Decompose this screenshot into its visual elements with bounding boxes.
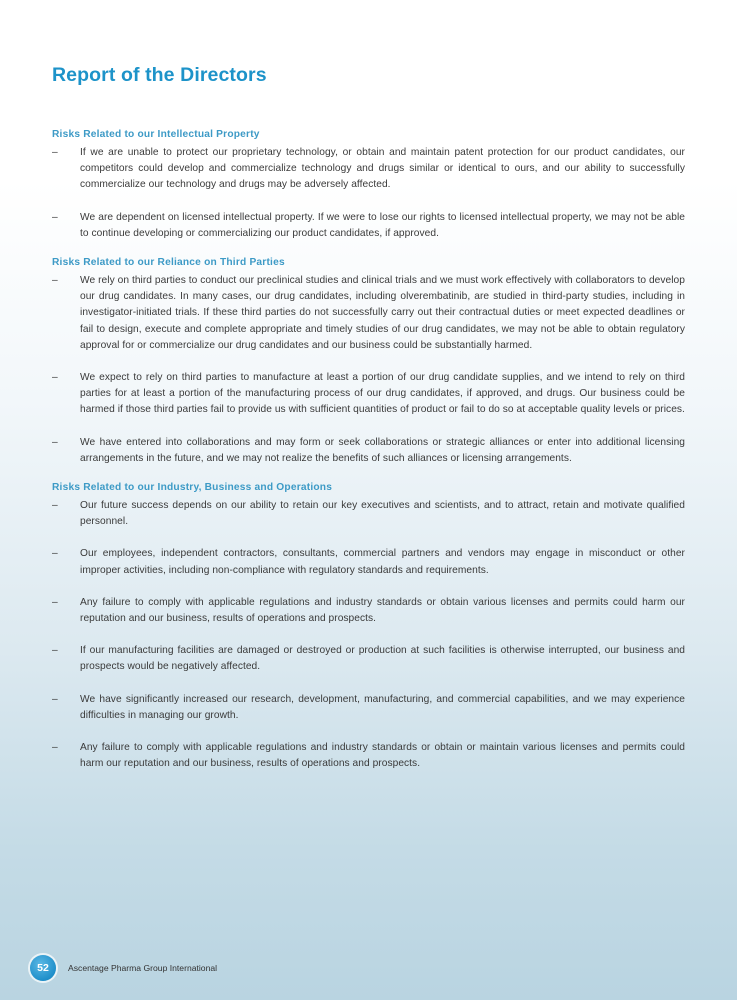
bullet-dash: –: [52, 436, 58, 448]
bullet-dash: –: [52, 645, 58, 657]
list-item-text: We rely on third parties to conduct our preclinical studies and clinical trials and we must work effectively with collaborators to develop our drug candidates. In many cases, our drug candidates, including olverembatinib, are studied in third-party studies, including in investigator-initiated trials. If these third parties do not successfully carry out their contractual duties or meet expected deadlines or fail to design, execute and complete appropriate and timely studies of our drug candidates, we may not be able to obtain regulatory approval for or commercialize our drug candidates and our business could be substantially harmed.: [80, 275, 685, 351]
list-item: [52, 435, 685, 467]
page-footer: [30, 955, 217, 981]
section-heading: Risks Related to our Industry, Business and Operations: [52, 482, 333, 494]
bullet-dash: –: [52, 548, 58, 560]
list-item: [52, 546, 685, 578]
page-number-badge: 52: [30, 955, 56, 981]
list-item-text: We have significantly increased our research, development, manufacturing, and commercial capabilities, and we may experience difficulties in managing our growth.: [80, 693, 685, 721]
bullet-dash: –: [52, 500, 58, 512]
list-item-text: Our future success depends on our ability to retain our key executives and scientists, and to attract, retain and motivate qualified personnel.: [80, 500, 685, 528]
list-item-text: Any failure to comply with applicable regulations and industry standards or obtain or maintain various licenses and permits could harm our reputation and our business, results of operations and prospects.: [80, 742, 685, 770]
list-item: [52, 740, 685, 772]
list-item: [52, 210, 685, 242]
list-item-text: We expect to rely on third parties to manufacture at least a portion of our drug candidate supplies, and we intend to rely on third parties for at least a portion of the manufacturing process of our drug candidates, if approved, and drugs. Our business could be harmed if those third parties fail to provide us with sufficient quantities of product or fail to do so at acceptable quality levels or prices.: [80, 372, 685, 416]
list-item: [52, 145, 685, 194]
bullet-dash: –: [52, 372, 58, 384]
list-item-text: We have entered into collaborations and may form or seek collaborations or strategic alliances or enter into additional licensing arrangements in the future, and we may not realize the benefits of such alliances or licensing arrangements.: [80, 436, 685, 464]
list-item-text: We are dependent on licensed intellectual property. If we were to lose our rights to licensed intellectual property, we may not be able to continue developing or commercializing our product candidates, if approved.: [80, 211, 685, 239]
company-name: Ascentage Pharma Group International: [68, 963, 218, 973]
document-body: [52, 128, 685, 772]
list-item-text: If we are unable to protect our proprietary technology, or obtain and maintain patent protection for our product candidates, our competitors could develop and commercialize technology and drugs similar or identical to ours, and our ability to successfully commercialize our technology and drugs may be adversely affected.: [80, 147, 685, 191]
bullet-dash: –: [52, 211, 58, 223]
list-item: [52, 370, 685, 419]
bullet-dash: –: [52, 693, 58, 705]
list-item: [52, 498, 685, 530]
list-item-text: Any failure to comply with applicable regulations and industry standards or obtain various licenses and permits could harm our reputation and our business, results of operations and prospects.: [80, 596, 685, 625]
bullet-dash: –: [52, 275, 58, 287]
bullet-dash: –: [52, 596, 58, 608]
list-item: [52, 692, 685, 724]
section-heading: Risks Related to our Reliance on Third Parties: [52, 257, 285, 269]
list-item: [52, 643, 685, 675]
list-item: [52, 273, 685, 354]
list-item-text: Our employees, independent contractors, consultants, commercial partners and vendors may engage in misconduct or other improper activities, including non-compliance with regulatory standards and requirements.: [80, 548, 685, 576]
list-item-text: If our manufacturing facilities are damaged or destroyed or production at such facilities is otherwise interrupted, our business and prospects would be negatively affected.: [80, 645, 685, 673]
section-heading: Risks Related to our Intellectual Property: [52, 129, 260, 140]
page-title: Report of the Directors: [52, 64, 267, 86]
bullet-dash: –: [52, 147, 58, 158]
list-item: [52, 595, 685, 627]
bullet-dash: –: [52, 742, 58, 754]
